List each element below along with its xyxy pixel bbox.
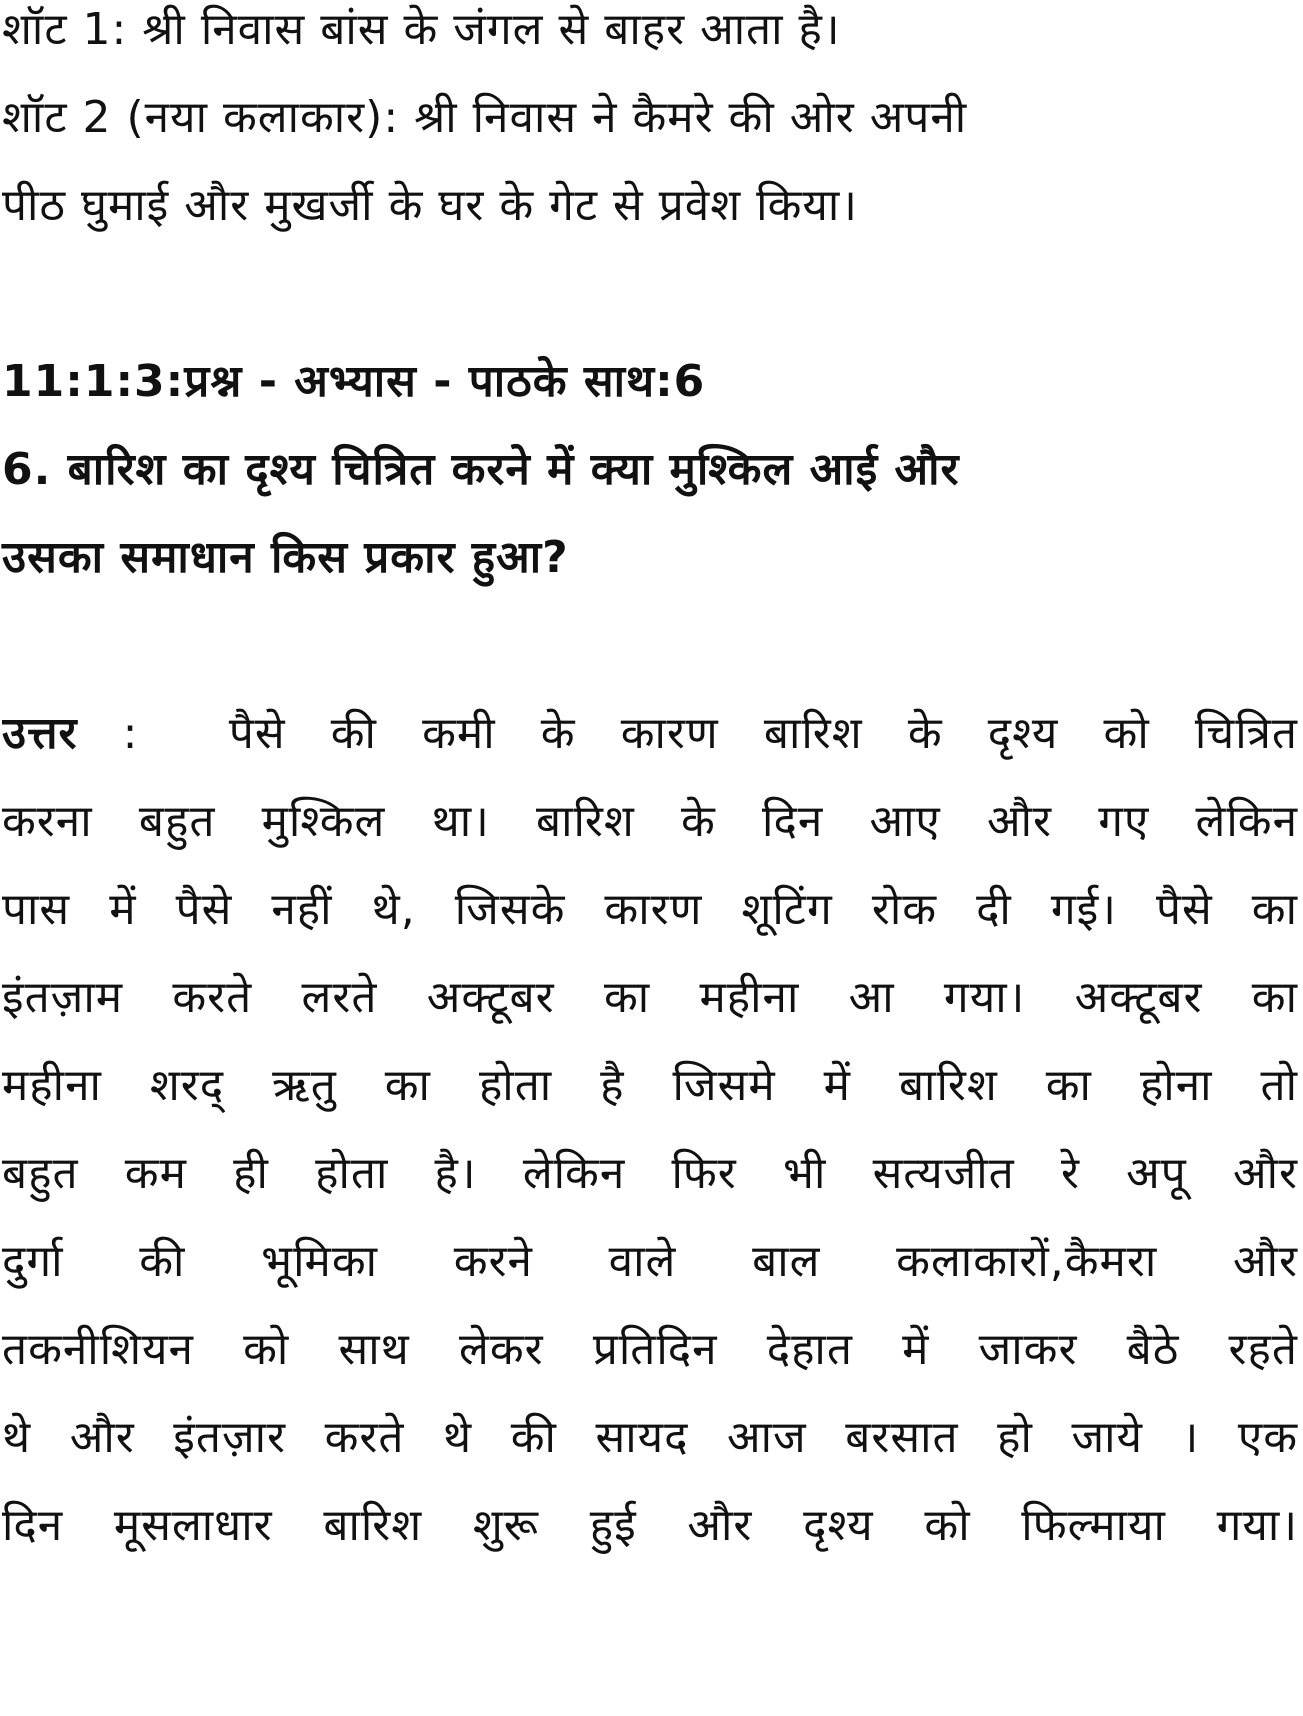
question-line-2: उसका समाधान किस प्रकार हुआ? xyxy=(2,532,569,583)
answer-line: दुर्गा की भूमिका करने वाले बाल कलाकारों,कैमरा और xyxy=(2,1236,1298,1287)
answer-line-0: पैसे की कमी के कारण बारिश के दृश्य को चित्रित xyxy=(228,708,1298,759)
intro-line-1: शॉट 1: श्री निवास बांस के जंगल से बाहर आता है। xyxy=(2,4,841,55)
answer-line: तकनीशियन को साथ लेकर प्रतिदिन देहात में जाकर बैठे रहते xyxy=(2,1324,1298,1375)
intro-line-3: पीठ घुमाई और मुखर्जी के घर के गेट से प्रवेश किया। xyxy=(2,180,858,231)
answer-line: पास में पैसे नहीं थे, जिसके कारण शूटिंग रोक दी गई। पैसे का xyxy=(2,884,1298,935)
answer-line: महीना शरद् ऋतु का होता है जिसमे में बारिश का होना तो xyxy=(2,1060,1298,1111)
answer-separator: : xyxy=(77,708,139,759)
section-heading: 11:1:3:प्रश्न - अभ्यास - पाठके साथ:6 xyxy=(2,356,706,407)
answer-line: करना बहुत मुश्किल था। बारिश के दिन आए और गए लेकिन xyxy=(2,796,1298,847)
answer-line: बहुत कम ही होता है। लेकिन फिर भी सत्यजीत रे अपू और xyxy=(2,1148,1298,1199)
answer-line: थे और इंतज़ार करते थे की सायद आज बरसात हो जाये । एक xyxy=(2,1412,1298,1463)
intro-line-2: शॉट 2 (नया कलाकार): श्री निवास ने कैमरे की ओर अपनी xyxy=(2,92,968,143)
question-line-1: 6. बारिश का दृश्य चित्रित करने में क्या मुश्किल आई और xyxy=(2,444,960,495)
answer-line: दिन मूसलाधार बारिश शुरू हुई और दृश्य को फिल्माया गया। xyxy=(2,1500,1298,1551)
answer-first-line xyxy=(2,706,1298,762)
answer-line: इंतज़ाम करते लरते अक्टूबर का महीना आ गया। अक्टूबर का xyxy=(2,972,1298,1023)
answer-label: उत्तर xyxy=(2,708,78,759)
